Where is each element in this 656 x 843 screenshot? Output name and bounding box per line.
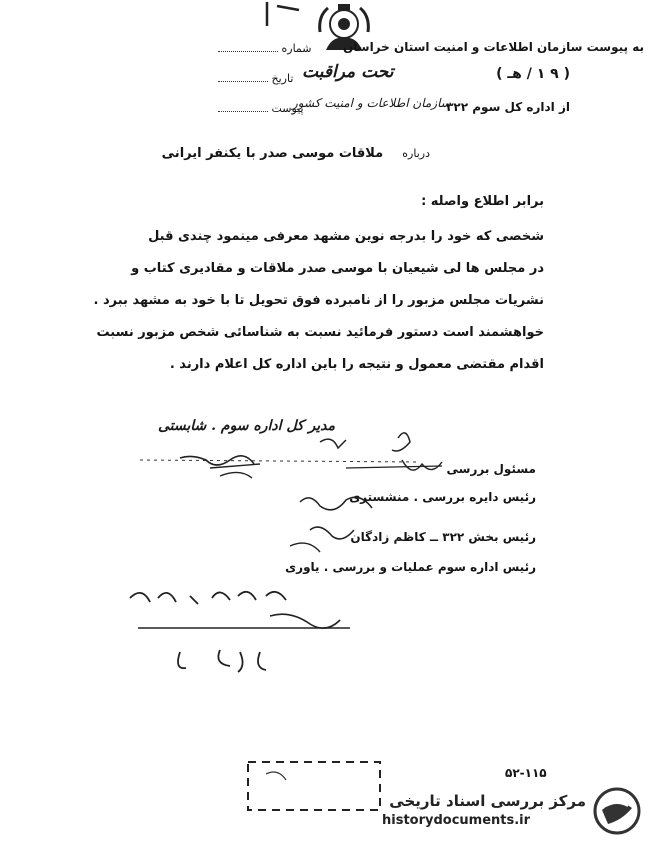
header-number-field (218, 42, 312, 55)
date-label: تاریخ (271, 72, 294, 85)
header-attachment-field (218, 102, 304, 115)
archive-stamp-box (244, 758, 384, 816)
handwritten-signatures (120, 420, 540, 700)
body-salutation: برابر اطلاع واصله : (421, 194, 544, 209)
attachment-label: پیوست (271, 102, 304, 115)
page-code: ۵۲-۱۱۵ (505, 766, 547, 780)
signature-line-1: مسئول بررسی (446, 462, 536, 476)
body-line-1: شخصی که خود را بدرجه نوین مشهد معرفی مینمود چندی قبل (148, 229, 544, 244)
header-hand-title: تحت مراقبت (302, 62, 394, 82)
number-label: شماره (281, 42, 312, 55)
footer-org-name: مرکز بررسی اسناد تاریخی (389, 792, 586, 810)
header-org: سازمان اطلاعات و امنیت کشور (292, 96, 451, 110)
top-pen-marks (255, 0, 305, 30)
subject-line (162, 146, 430, 161)
header-ref-code: ( ۹ ۱ / هـ ) (496, 66, 570, 82)
signature-line-2: رئیس دایره بررسی . منشستری (349, 490, 536, 504)
header-date-field (218, 72, 293, 85)
code-stamp-marks (342, 456, 452, 484)
subject-label: درباره (402, 147, 430, 160)
signature-line-3: رئیس بخش ۳۲۲ ــ کاظم زادگان (350, 530, 536, 544)
director-line: مدیر کل اداره سوم . شابستی (158, 418, 335, 434)
body-line-5: اقدام مقتضی معمول و نتیجه را باین اداره کل اعلام دارند . (169, 357, 544, 372)
subject-text: ملاقات موسی صدر با یکنفر ایرانی (161, 146, 384, 161)
signature-line-4: رئیس اداره سوم عملیات و بررسی . یاوری (285, 560, 536, 574)
body-line-4: خواهشمند است دستور فرمائید نسبت به شناسائی شخص مزبور نسبت (96, 325, 544, 340)
header-subject-line: به پیوست سازمان اطلاعات و امنیت استان خراسان (343, 40, 644, 54)
body-line-2: در مجلس ها لی شیعیان با موسی صدر ملاقات و مقادیری کتاب و (131, 261, 544, 276)
header-department: از اداره کل سوم ۳۲۲ (446, 100, 570, 114)
footer-website: historydocuments.ir (382, 813, 531, 828)
archive-logo-icon (592, 786, 642, 836)
body-line-3: نشریات مجلس مزبور را از نامبرده فوق تحویل تا با خود به مشهد ببرد . (93, 293, 544, 308)
